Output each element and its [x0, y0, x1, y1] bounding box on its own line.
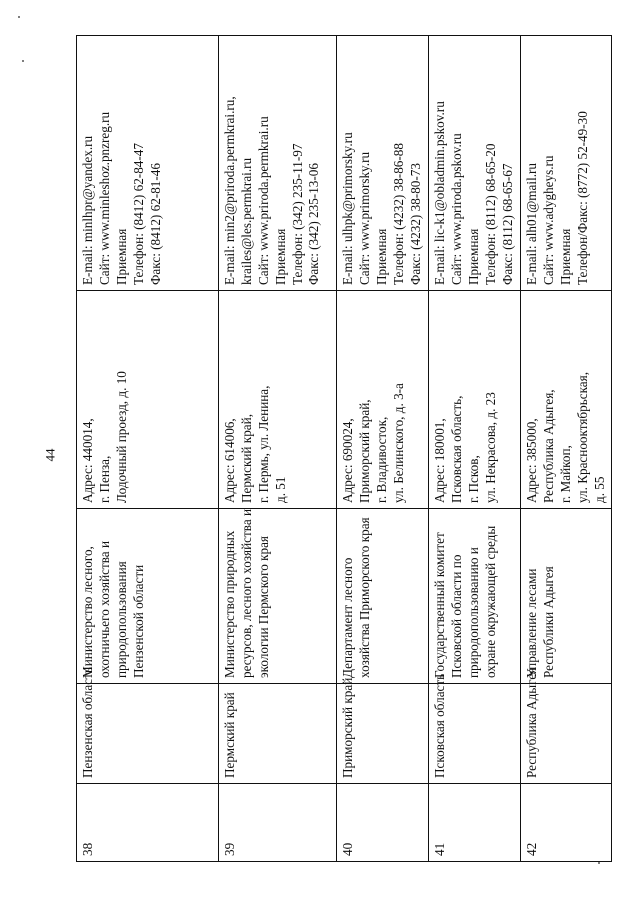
cell-line: Псковской области по [448, 554, 464, 678]
cell-line: Адрес: 180001, [432, 418, 447, 503]
cell-line: Приемная [113, 228, 129, 285]
cell-line: Департамент лесного [340, 557, 355, 678]
cell-line: Факс: (4232) 38-80-73 [407, 163, 423, 285]
scan-speck [598, 862, 600, 864]
cell-line: ул. Некрасова, д. 23 [482, 392, 498, 503]
row-number-cell [337, 784, 429, 862]
cell-line: природопользованию и [465, 547, 481, 678]
authority-cell [77, 509, 219, 684]
cell-line: E-mail: minlhpr@yandex.ru [80, 135, 95, 285]
cell-line: Телефон/Факс: (8772) 52-49-30 [574, 111, 590, 285]
cell-line: Приемная [373, 228, 389, 285]
table-body [77, 36, 612, 862]
row-number-cell [219, 784, 337, 862]
region-cell [429, 673, 521, 784]
address-cell [337, 291, 429, 509]
cell-line: ул. Краснооктябрьская, [574, 371, 590, 503]
cell-line: Министерство природных [222, 530, 237, 678]
cell-text: Приморский край [340, 677, 355, 778]
cell-line: Факс: (8412) 62-81-46 [147, 163, 163, 285]
cell-line: г. Майкоп, [557, 445, 573, 503]
cell-line: Факс: (342) 235-13-06 [306, 163, 322, 285]
page-number: 44 [42, 448, 58, 462]
cell-line: д. 51 [272, 476, 288, 503]
cell-line: Псковская область, [448, 395, 464, 503]
cell-text: 42 [524, 842, 539, 856]
cell-line: Приморский край, [356, 399, 372, 503]
contacts-cell [77, 36, 219, 291]
cell-line: г. Псков, [465, 455, 481, 503]
table-row [429, 36, 521, 862]
cell-text: Пермский край [222, 692, 237, 778]
cell-line: Приемная [465, 228, 481, 285]
region-cell [337, 677, 429, 784]
cell-line: Адрес: 690024, [340, 418, 355, 503]
cell-line: E-mail: min2@priroda.permkrai.ru, [222, 96, 237, 285]
cell-text: 38 [80, 842, 95, 856]
cell-line: ресурсов, лесного хозяйства и [238, 508, 254, 678]
authority-cell [521, 509, 612, 684]
cell-line: охране окружающей среды [482, 525, 498, 678]
cell-line: Телефон: (342) 235-11-97 [289, 143, 305, 285]
cell-line: охотничьего хозяйства и [96, 540, 112, 678]
cell-line: Адрес: 614006, [222, 418, 237, 503]
cell-line: Адрес: 385000, [524, 418, 539, 503]
cell-line: Пермский край, [238, 414, 254, 503]
row-number-cell [521, 784, 612, 862]
cell-line: Сайт: www.minleshoz.pnzreg.ru [96, 111, 112, 285]
address-cell [521, 291, 612, 509]
row-number-cell [77, 784, 219, 862]
cell-text: Пензенская область [80, 667, 95, 778]
cell-text: Псковская область [432, 673, 447, 778]
table-row [219, 36, 337, 862]
cell-line: г. Пермь, ул. Ленина, [255, 385, 271, 503]
cell-line: E-mail: ulhpk@primorsky.ru [340, 132, 355, 285]
table-row [337, 36, 429, 862]
scan-speck [22, 60, 24, 62]
table-row [77, 36, 219, 862]
cell-line: Пензенской области [130, 564, 146, 678]
cell-line: Факс: (8112) 68-65-67 [499, 163, 515, 285]
authority-cell [337, 509, 429, 684]
cell-line: Управление лесами [524, 568, 539, 678]
scan-speck [18, 16, 20, 18]
cell-text: 41 [432, 842, 447, 856]
contacts-cell [429, 36, 521, 291]
cell-line: г. Пенза, [96, 455, 112, 503]
cell-text: Республика Адыгея [524, 667, 539, 778]
cell-line: хозяйства Приморского края [356, 517, 372, 678]
cell-line: ул. Белинского, д. 3-а [390, 383, 406, 503]
region-cell [219, 684, 337, 784]
authorities-table [76, 35, 612, 862]
cell-text: 40 [340, 842, 355, 856]
cell-line: Приемная [272, 228, 288, 285]
contacts-cell [521, 36, 612, 291]
cell-line: E-mail: alh01@mail.ru [524, 162, 539, 285]
contacts-cell [337, 36, 429, 291]
rotated-table-container [76, 36, 607, 862]
cell-line: Адрес: 440014, [80, 418, 95, 503]
cell-line: природопользования [113, 561, 129, 678]
cell-line: Сайт: www.priroda.permkrai.ru [255, 116, 271, 285]
cell-line: Сайт: www.adygheys.ru [540, 155, 556, 285]
authority-cell [219, 509, 337, 684]
cell-line: Государственный комитет [432, 532, 447, 678]
authority-cell [429, 509, 521, 684]
cell-line: Телефон: (8112) 68-65-20 [482, 143, 498, 285]
address-cell [77, 291, 219, 509]
table-row [521, 36, 612, 862]
address-cell [219, 291, 337, 509]
cell-line: Республика Адыгея, [540, 389, 556, 503]
cell-line: E-mail: lic-k1@obladmin.pskov.ru [432, 101, 447, 285]
cell-line: Сайт: www.primorsky.ru [356, 151, 372, 285]
region-cell [521, 667, 612, 784]
cell-line: Министерство лесного, [80, 546, 95, 678]
cell-line: Приемная [557, 228, 573, 285]
cell-line: Республики Адыгея [540, 566, 556, 678]
address-cell [429, 291, 521, 509]
region-cell [77, 667, 219, 784]
cell-text: 39 [222, 842, 237, 856]
cell-line: Сайт: www.priroda.pskov.ru [448, 133, 464, 285]
cell-line: Телефон: (8412) 62-84-47 [130, 143, 146, 285]
cell-line: г. Владивосток, [373, 416, 389, 503]
cell-line: экологии Пермского края [255, 535, 271, 678]
cell-line: д. 55 [591, 476, 607, 503]
cell-line: Телефон: (4232) 38-86-88 [390, 143, 406, 285]
cell-line: krailes@les.permkrai.ru [238, 157, 254, 285]
contacts-cell [219, 36, 337, 291]
row-number-cell [429, 784, 521, 862]
cell-line: Лодочный проезд, д. 10 [113, 371, 129, 503]
